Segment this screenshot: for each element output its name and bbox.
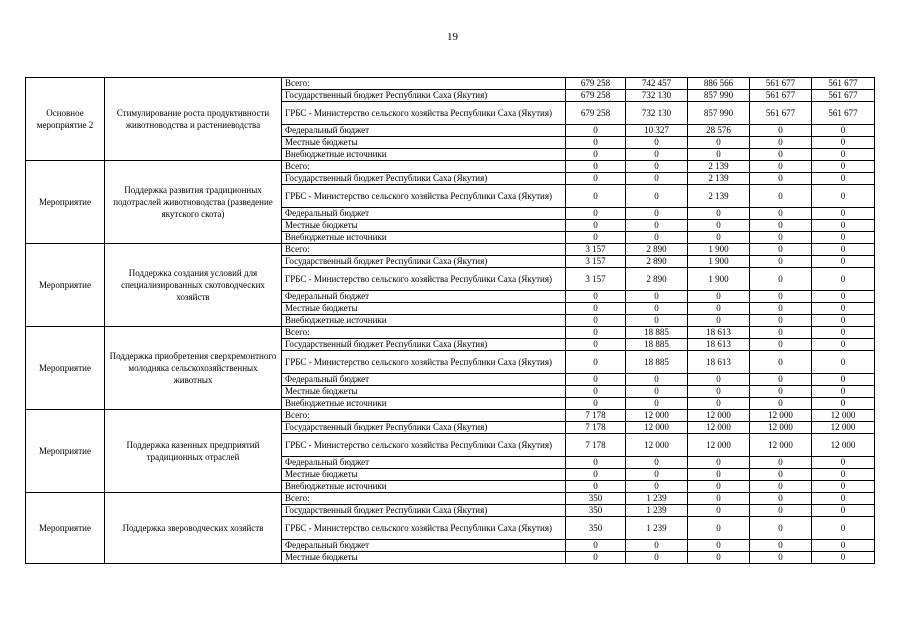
amount-cell: 12 000	[688, 422, 750, 434]
amount-cell: 18 613	[688, 351, 750, 374]
amount-cell: 679 258	[566, 78, 626, 90]
amount-cell: 0	[812, 149, 875, 161]
funding-source-cell: Государственный бюджет Республики Саха (Якутия)	[282, 505, 566, 517]
amount-cell: 679 258	[566, 102, 626, 125]
amount-cell: 0	[688, 220, 750, 232]
amount-cell: 0	[566, 161, 626, 173]
amount-cell: 0	[750, 137, 812, 149]
amount-cell: 0	[750, 517, 812, 540]
amount-cell: 0	[688, 291, 750, 303]
amount-cell: 732 130	[626, 90, 688, 102]
funding-source-cell: ГРБС - Министерство сельского хозяйства Республики Саха (Якутия)	[282, 268, 566, 291]
amount-cell: 0	[812, 161, 875, 173]
amount-cell: 10 327	[626, 125, 688, 137]
table-row	[26, 493, 875, 505]
amount-cell: 12 000	[626, 434, 688, 457]
funding-source-cell: Всего:	[282, 410, 566, 422]
table-row	[26, 78, 875, 90]
amount-cell: 28 576	[688, 125, 750, 137]
amount-cell: 3 157	[566, 244, 626, 256]
amount-cell: 0	[688, 457, 750, 469]
amount-cell: 0	[812, 303, 875, 315]
amount-cell: 7 178	[566, 422, 626, 434]
program-cell: Мероприятие	[26, 410, 105, 493]
amount-cell: 0	[812, 244, 875, 256]
amount-cell: 7 178	[566, 410, 626, 422]
funding-source-cell: Всего:	[282, 493, 566, 505]
funding-source-cell: Местные бюджеты	[282, 137, 566, 149]
amount-cell: 0	[566, 457, 626, 469]
funding-source-cell: Государственный бюджет Республики Саха (Якутия)	[282, 173, 566, 185]
amount-cell: 0	[812, 220, 875, 232]
amount-cell: 0	[812, 457, 875, 469]
amount-cell: 0	[750, 208, 812, 220]
amount-cell: 18 885	[626, 339, 688, 351]
program-cell: Основное мероприятие 2	[26, 78, 105, 161]
amount-cell: 0	[688, 481, 750, 493]
amount-cell: 350	[566, 517, 626, 540]
amount-cell: 0	[688, 493, 750, 505]
amount-cell: 0	[626, 469, 688, 481]
amount-cell: 0	[688, 469, 750, 481]
amount-cell: 0	[626, 457, 688, 469]
amount-cell: 0	[812, 493, 875, 505]
amount-cell: 3 157	[566, 268, 626, 291]
amount-cell: 2 890	[626, 256, 688, 268]
amount-cell: 0	[750, 303, 812, 315]
budget-table	[25, 77, 875, 564]
amount-cell: 0	[812, 232, 875, 244]
amount-cell: 0	[566, 125, 626, 137]
amount-cell: 0	[750, 149, 812, 161]
amount-cell: 0	[626, 386, 688, 398]
amount-cell: 0	[750, 220, 812, 232]
amount-cell: 0	[688, 137, 750, 149]
amount-cell: 0	[812, 137, 875, 149]
amount-cell: 0	[566, 303, 626, 315]
amount-cell: 0	[750, 351, 812, 374]
amount-cell: 18 613	[688, 339, 750, 351]
amount-cell: 0	[626, 540, 688, 552]
amount-cell: 886 566	[688, 78, 750, 90]
funding-source-cell: Внебюджетные источники	[282, 481, 566, 493]
table-row	[26, 244, 875, 256]
amount-cell: 0	[812, 315, 875, 327]
amount-cell: 0	[626, 303, 688, 315]
program-cell: Мероприятие	[26, 244, 105, 327]
amount-cell: 0	[812, 256, 875, 268]
amount-cell: 0	[566, 339, 626, 351]
amount-cell: 561 677	[750, 78, 812, 90]
amount-cell: 0	[688, 208, 750, 220]
amount-cell: 0	[750, 232, 812, 244]
amount-cell: 2 139	[688, 173, 750, 185]
amount-cell: 561 677	[750, 90, 812, 102]
amount-cell: 0	[750, 339, 812, 351]
amount-cell: 12 000	[750, 410, 812, 422]
table-body	[26, 78, 875, 564]
amount-cell: 561 677	[812, 78, 875, 90]
amount-cell: 0	[750, 457, 812, 469]
funding-source-cell: Федеральный бюджет	[282, 208, 566, 220]
amount-cell: 0	[688, 517, 750, 540]
amount-cell: 0	[750, 268, 812, 291]
amount-cell: 0	[626, 398, 688, 410]
amount-cell: 0	[566, 351, 626, 374]
amount-cell: 1 239	[626, 493, 688, 505]
amount-cell: 0	[688, 552, 750, 564]
amount-cell: 2 139	[688, 185, 750, 208]
amount-cell: 0	[812, 268, 875, 291]
measure-cell: Поддержка звероводческих хозяйств	[105, 493, 282, 564]
amount-cell: 0	[812, 540, 875, 552]
amount-cell: 0	[750, 505, 812, 517]
funding-source-cell: ГРБС - Министерство сельского хозяйства Республики Саха (Якутия)	[282, 517, 566, 540]
amount-cell: 857 990	[688, 102, 750, 125]
amount-cell: 679 258	[566, 90, 626, 102]
amount-cell: 0	[812, 208, 875, 220]
amount-cell: 0	[688, 232, 750, 244]
funding-source-cell: Внебюджетные источники	[282, 398, 566, 410]
amount-cell: 0	[688, 315, 750, 327]
amount-cell: 0	[750, 256, 812, 268]
amount-cell: 12 000	[812, 410, 875, 422]
amount-cell: 0	[750, 244, 812, 256]
funding-source-cell: Федеральный бюджет	[282, 457, 566, 469]
amount-cell: 0	[566, 540, 626, 552]
funding-source-cell: Федеральный бюджет	[282, 374, 566, 386]
amount-cell: 0	[812, 351, 875, 374]
amount-cell: 0	[812, 398, 875, 410]
amount-cell: 0	[566, 185, 626, 208]
amount-cell: 3 157	[566, 256, 626, 268]
amount-cell: 0	[812, 339, 875, 351]
amount-cell: 12 000	[626, 410, 688, 422]
amount-cell: 2 890	[626, 244, 688, 256]
funding-source-cell: Внебюджетные источники	[282, 232, 566, 244]
amount-cell: 0	[566, 386, 626, 398]
funding-source-cell: ГРБС - Министерство сельского хозяйства Республики Саха (Якутия)	[282, 351, 566, 374]
funding-source-cell: Федеральный бюджет	[282, 291, 566, 303]
amount-cell: 0	[750, 291, 812, 303]
amount-cell: 0	[750, 185, 812, 208]
amount-cell: 0	[626, 374, 688, 386]
amount-cell: 742 457	[626, 78, 688, 90]
amount-cell: 561 677	[812, 102, 875, 125]
program-cell: Мероприятие	[26, 327, 105, 410]
amount-cell: 1 900	[688, 244, 750, 256]
amount-cell: 0	[566, 208, 626, 220]
amount-cell: 0	[566, 173, 626, 185]
amount-cell: 0	[812, 469, 875, 481]
amount-cell: 0	[750, 161, 812, 173]
amount-cell: 7 178	[566, 434, 626, 457]
amount-cell: 2 139	[688, 161, 750, 173]
amount-cell: 1 900	[688, 256, 750, 268]
amount-cell: 0	[626, 481, 688, 493]
funding-source-cell: Местные бюджеты	[282, 552, 566, 564]
amount-cell: 350	[566, 505, 626, 517]
amount-cell: 1 900	[688, 268, 750, 291]
amount-cell: 1 239	[626, 505, 688, 517]
amount-cell: 857 990	[688, 90, 750, 102]
program-cell: Мероприятие	[26, 493, 105, 564]
amount-cell: 0	[812, 386, 875, 398]
amount-cell: 0	[812, 481, 875, 493]
amount-cell: 18 613	[688, 327, 750, 339]
amount-cell: 2 890	[626, 268, 688, 291]
amount-cell: 12 000	[750, 422, 812, 434]
funding-source-cell: Внебюджетные источники	[282, 149, 566, 161]
amount-cell: 561 677	[750, 102, 812, 125]
amount-cell: 0	[812, 552, 875, 564]
amount-cell: 12 000	[688, 434, 750, 457]
funding-source-cell: Всего:	[282, 78, 566, 90]
amount-cell: 0	[812, 327, 875, 339]
amount-cell: 0	[626, 291, 688, 303]
table-row	[26, 410, 875, 422]
amount-cell: 0	[812, 517, 875, 540]
amount-cell: 0	[812, 374, 875, 386]
amount-cell: 0	[750, 315, 812, 327]
amount-cell: 12 000	[688, 410, 750, 422]
amount-cell: 561 677	[812, 90, 875, 102]
amount-cell: 0	[750, 374, 812, 386]
amount-cell: 0	[750, 493, 812, 505]
funding-source-cell: Государственный бюджет Республики Саха (Якутия)	[282, 422, 566, 434]
funding-source-cell: Всего:	[282, 244, 566, 256]
amount-cell: 0	[812, 173, 875, 185]
amount-cell: 0	[626, 315, 688, 327]
amount-cell: 0	[750, 125, 812, 137]
amount-cell: 0	[566, 315, 626, 327]
amount-cell: 0	[688, 398, 750, 410]
amount-cell: 0	[688, 374, 750, 386]
amount-cell: 0	[750, 552, 812, 564]
amount-cell: 0	[688, 386, 750, 398]
amount-cell: 0	[750, 173, 812, 185]
amount-cell: 0	[626, 173, 688, 185]
funding-source-cell: ГРБС - Министерство сельского хозяйства Республики Саха (Якутия)	[282, 434, 566, 457]
table-row	[26, 327, 875, 339]
amount-cell: 18 885	[626, 351, 688, 374]
amount-cell: 0	[566, 398, 626, 410]
funding-source-cell: Всего:	[282, 161, 566, 173]
amount-cell: 0	[566, 374, 626, 386]
amount-cell: 0	[688, 540, 750, 552]
amount-cell: 350	[566, 493, 626, 505]
table-row	[26, 161, 875, 173]
funding-source-cell: Внебюджетные источники	[282, 315, 566, 327]
amount-cell: 732 130	[626, 102, 688, 125]
funding-source-cell: ГРБС - Министерство сельского хозяйства Республики Саха (Якутия)	[282, 185, 566, 208]
amount-cell: 0	[626, 232, 688, 244]
measure-cell: Стимулирование роста продуктивности животноводства и растениеводства	[105, 78, 282, 161]
funding-source-cell: Государственный бюджет Республики Саха (Якутия)	[282, 256, 566, 268]
funding-source-cell: ГРБС - Министерство сельского хозяйства Республики Саха (Якутия)	[282, 102, 566, 125]
amount-cell: 12 000	[626, 422, 688, 434]
measure-cell: Поддержка создания условий для специализированных скотоводческих хозяйств	[105, 244, 282, 327]
amount-cell: 0	[566, 327, 626, 339]
measure-cell: Поддержка казенных предприятий традиционных отраслей	[105, 410, 282, 493]
amount-cell: 0	[566, 220, 626, 232]
amount-cell: 0	[688, 149, 750, 161]
amount-cell: 18 885	[626, 327, 688, 339]
amount-cell: 0	[812, 291, 875, 303]
page-number: 19	[447, 31, 458, 43]
amount-cell: 0	[626, 208, 688, 220]
funding-source-cell: Федеральный бюджет	[282, 540, 566, 552]
amount-cell: 0	[750, 481, 812, 493]
amount-cell: 0	[626, 149, 688, 161]
amount-cell: 0	[566, 552, 626, 564]
amount-cell: 0	[566, 137, 626, 149]
funding-source-cell: Всего:	[282, 327, 566, 339]
measure-cell: Поддержка приобретения сверхремонтного молодняка сельскохозяйственных животных	[105, 327, 282, 410]
amount-cell: 0	[626, 552, 688, 564]
amount-cell: 0	[566, 149, 626, 161]
amount-cell: 0	[688, 303, 750, 315]
amount-cell: 0	[812, 185, 875, 208]
amount-cell: 0	[566, 291, 626, 303]
amount-cell: 0	[626, 220, 688, 232]
amount-cell: 12 000	[812, 422, 875, 434]
funding-source-cell: Местные бюджеты	[282, 303, 566, 315]
amount-cell: 0	[750, 540, 812, 552]
measure-cell: Поддержка развития традиционных подотраслей животноводства (разведение якутского скота)	[105, 161, 282, 244]
amount-cell: 0	[566, 469, 626, 481]
amount-cell: 1 239	[626, 517, 688, 540]
amount-cell: 0	[566, 232, 626, 244]
funding-source-cell: Государственный бюджет Республики Саха (Якутия)	[282, 90, 566, 102]
amount-cell: 0	[626, 185, 688, 208]
funding-source-cell: Местные бюджеты	[282, 386, 566, 398]
amount-cell: 0	[750, 386, 812, 398]
funding-source-cell: Местные бюджеты	[282, 220, 566, 232]
amount-cell: 0	[812, 505, 875, 517]
funding-source-cell: Государственный бюджет Республики Саха (Якутия)	[282, 339, 566, 351]
amount-cell: 0	[566, 481, 626, 493]
amount-cell: 0	[812, 125, 875, 137]
amount-cell: 12 000	[750, 434, 812, 457]
program-cell: Мероприятие	[26, 161, 105, 244]
funding-source-cell: Местные бюджеты	[282, 469, 566, 481]
amount-cell: 0	[750, 398, 812, 410]
funding-source-cell: Федеральный бюджет	[282, 125, 566, 137]
amount-cell: 0	[750, 327, 812, 339]
amount-cell: 0	[626, 137, 688, 149]
amount-cell: 0	[750, 469, 812, 481]
amount-cell: 0	[688, 505, 750, 517]
amount-cell: 0	[626, 161, 688, 173]
amount-cell: 12 000	[812, 434, 875, 457]
